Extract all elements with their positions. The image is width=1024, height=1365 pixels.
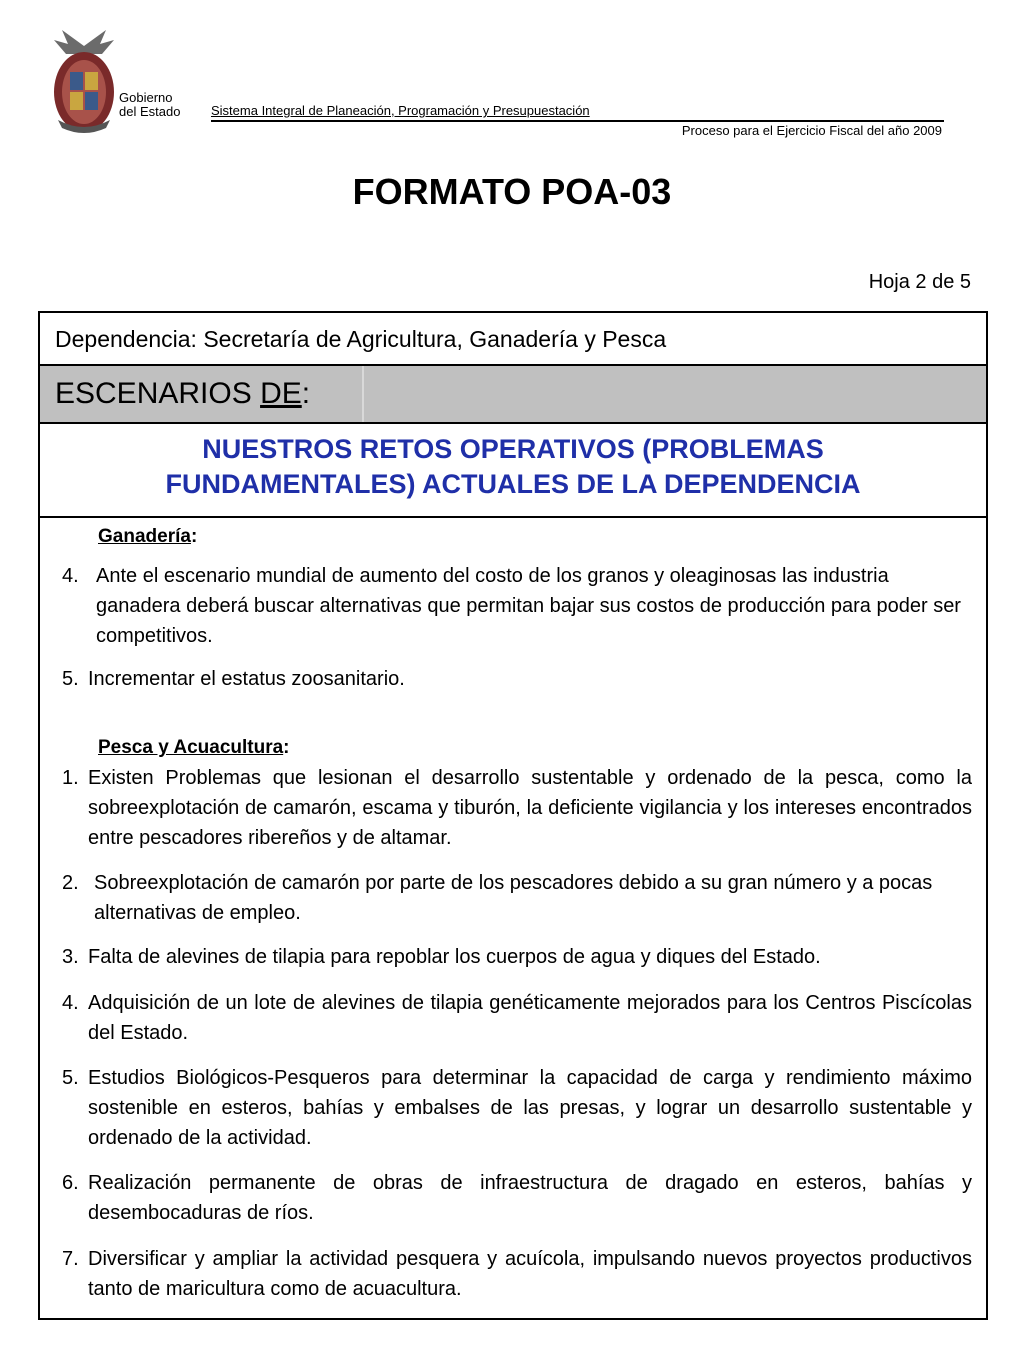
list-item: 6. Realización permanente de obras de infraestructura de dragado en esteros, bahías y desembocaduras de ríos.: [62, 1172, 972, 1224]
sheet-number: Hoja 2 de 5: [868, 271, 971, 293]
list-item: 7. Diversificar y ampliar la actividad pesquera y acuícola, impulsando nuevos proyectos productivos tanto de maricultura como de acuacultura.: [62, 1248, 972, 1300]
system-name: Sistema Integral de Planeación, Programación y Presupuestación: [211, 103, 590, 118]
fiscal-process-label: Proceso para el Ejercicio Fiscal del año 2009: [681, 123, 942, 138]
cell-divider: [362, 366, 364, 422]
escenarios-row: [40, 366, 986, 424]
list-item: 4. Ante el escenario mundial de aumento del costo de los granos y oleaginosas las industria ganadera deberá buscar alternativas que permitan bajar sus costos de producción para poder ser competitivos.: [62, 565, 961, 647]
list-item: 2. Sobreexplotación de camarón por parte de los pescadores debido a su gran número y a pocas alternativas de empleo.: [62, 872, 933, 924]
section-heading: NUESTROS RETOS OPERATIVOS (PROBLEMAS FUNDAMENTALES) ACTUALES DE LA DEPENDENCIA: [165, 434, 861, 499]
pesca-subtitle: Pesca y Acuacultura:: [98, 737, 290, 758]
header-rule: [211, 120, 944, 122]
page-title: FORMATO POA-03: [352, 171, 672, 212]
list-item: 5. Incrementar el estatus zoosanitario.: [62, 668, 405, 690]
poa-table: [38, 311, 988, 1320]
list-item: 5. Estudios Biológicos-Pesqueros para determinar la capacidad de carga y rendimiento máximo sostenible en esteros, bahías y embalses de las presas, y lograr un desarrollo sustentable y ordenado de la actividad.: [62, 1067, 972, 1149]
list-item: 3. Falta de alevines de tilapia para repoblar los cuerpos de agua y diques del Estado.: [62, 946, 821, 968]
dependencia-row: [40, 313, 986, 366]
list-item: 1. Existen Problemas que lesionan el desarrollo sustentable y ordenado de la pesca, como la sobreexplotación de camarón, escama y tiburón, la deficiente vigilancia y los intereses encontrados entre pescadores ribereños y de altamar.: [62, 767, 972, 849]
ganaderia-subtitle: Ganadería:: [98, 526, 198, 547]
government-label: Gobierno del Estado: [119, 90, 181, 119]
dependencia-label: Dependencia: Secretaría de Agricultura, Ganadería y Pesca: [55, 326, 667, 352]
section-heading-row: [40, 424, 986, 518]
list-item: 4. Adquisición de un lote de alevines de tilapia genéticamente mejorados para los Centros Piscícolas del Estado.: [62, 992, 972, 1044]
escenarios-label: ESCENARIOS DE:: [55, 377, 311, 410]
state-coat-of-arms-logo: [52, 28, 116, 136]
